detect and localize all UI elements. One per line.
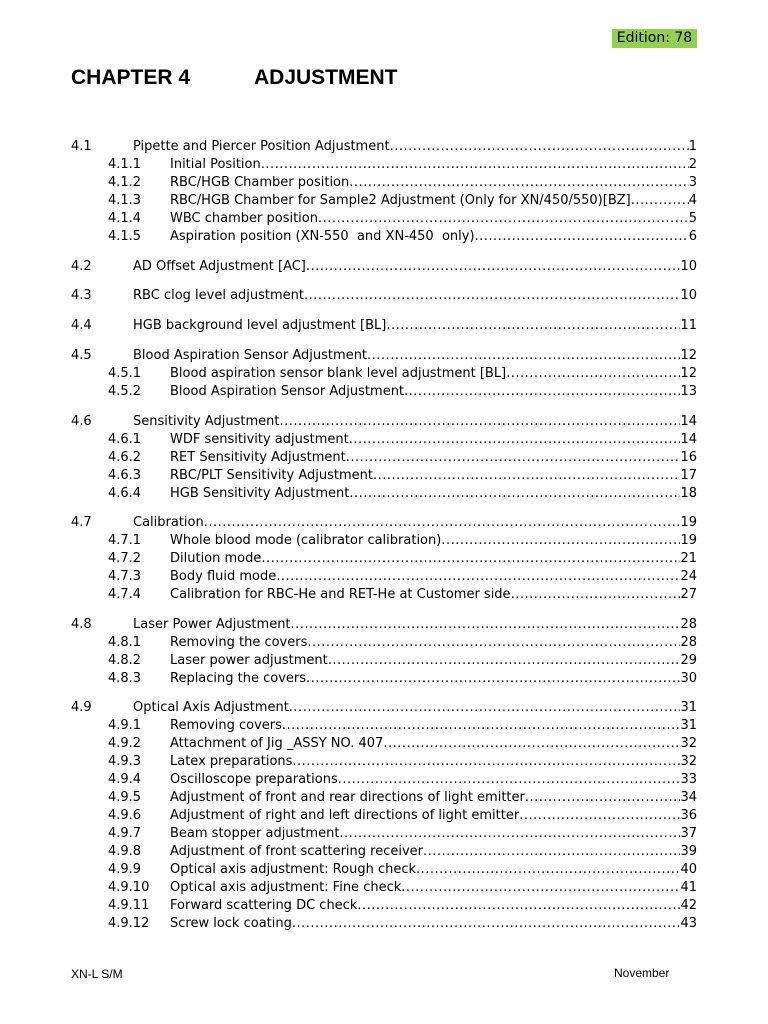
toc-entry[interactable] [108,449,697,467]
toc-dot-leader [367,347,680,365]
toc-entry-title: Adjustment of front and rear directions of light emitter [170,790,525,805]
toc-entry-number: 4.7.3 [108,569,142,584]
toc-entry-page: 43 [680,916,697,931]
toc-entry-page: 12 [680,366,697,381]
toc-entry-page: 5 [688,211,697,226]
toc-dot-leader [346,449,681,467]
toc-entry[interactable] [108,485,697,503]
toc-entry-page: 33 [680,772,697,787]
toc-entry-title: Dilution mode [170,551,262,566]
toc-entry[interactable] [71,347,697,365]
toc-entry-title: Optical axis adjustment: Fine check [170,880,402,895]
toc-entry-page: 14 [680,414,697,429]
toc-entry[interactable] [108,156,697,174]
toc-entry-title: RBC/HGB Chamber for Sample2 Adjustment (Only for XN/450/550)[BZ] [170,193,631,208]
toc-entry-number: 4.9.6 [108,808,142,823]
toc-entry[interactable] [108,228,697,246]
toc-dot-leader [404,383,680,401]
toc-entry-page: 14 [680,432,697,447]
toc-entry-page: 6 [688,229,697,244]
toc-entry-page: 32 [680,754,697,769]
toc-entry-number: 4.7 [71,515,92,530]
toc-entry-page: 36 [680,808,697,823]
toc-entry-page: 4 [688,193,697,208]
toc-dot-leader [291,616,681,634]
toc-entry-number: 4.2 [71,259,92,274]
toc-entry[interactable] [108,431,697,449]
toc-entry-page: 1 [688,139,697,154]
toc-entry[interactable] [108,210,697,228]
toc-dot-leader [307,634,680,652]
toc-entry[interactable] [108,897,697,915]
toc-entry-number: 4.9.2 [108,736,142,751]
toc-entry[interactable] [108,174,697,192]
toc-entry-number: 4.5.2 [108,384,142,399]
footer-manual-name: XN-L S/M [71,967,123,981]
chapter-number: CHAPTER 4 [71,66,191,89]
toc-entry-number: 4.9.7 [108,826,142,841]
toc-entry-number: 4.8.1 [108,635,142,650]
toc-entry-number: 4.9.1 [108,718,142,733]
toc-entry[interactable] [108,807,697,825]
toc-entry[interactable] [108,532,697,550]
toc-dot-leader [304,287,680,305]
toc-entry[interactable] [108,915,697,933]
toc-entry-title: Removing covers [170,718,282,733]
toc-entry-page: 10 [680,288,697,303]
toc-entry-title: Latex preparations [170,754,293,769]
toc-entry-page: 30 [680,671,697,686]
toc-entry-title: AD Offset Adjustment [AC] [133,259,306,274]
toc-entry-page: 28 [680,617,697,632]
toc-entry-number: 4.6.3 [108,468,142,483]
toc-entry-page: 42 [680,898,697,913]
toc-dot-leader [511,586,681,604]
toc-entry-number: 4.9.3 [108,754,142,769]
toc-entry[interactable] [108,771,697,789]
toc-entry-number: 4.8.3 [108,671,142,686]
toc-entry[interactable] [108,550,697,568]
toc-entry[interactable] [71,317,697,335]
toc-entry[interactable] [108,789,697,807]
toc-dot-leader [349,174,688,192]
toc-entry-page: 13 [680,384,697,399]
toc-entry[interactable] [108,634,697,652]
toc-entry-title: Adjustment of front scattering receiver [170,844,423,859]
toc-entry-page: 21 [680,551,697,566]
toc-entry-title: Forward scattering DC check [170,898,358,913]
toc-entry-title: Blood Aspiration Sensor Adjustment [170,384,405,399]
toc-entry-number: 4.6.2 [108,450,142,465]
toc-entry[interactable] [108,467,697,485]
toc-dot-leader [357,897,680,915]
toc-entry[interactable] [71,287,697,305]
toc-entry[interactable] [108,753,697,771]
toc-entry-title: Laser power adjustment [170,653,328,668]
toc-dot-leader [339,825,680,843]
toc-entry-title: Body fluid mode [170,569,277,584]
toc-dot-leader [328,652,681,670]
toc-entry[interactable] [108,879,697,897]
toc-entry[interactable] [108,652,697,670]
toc-entry-page: 18 [680,486,697,501]
toc-dot-leader [338,771,681,789]
toc-dot-leader [373,467,680,485]
toc-entry-number: 4.6.4 [108,486,142,501]
toc-entry[interactable] [71,616,697,634]
toc-entry-page: 31 [680,700,697,715]
toc-entry-title: Calibration [133,515,204,530]
toc-entry-page: 10 [680,259,697,274]
toc-entry-title: Whole blood mode (calibrator calibration) [170,533,442,548]
toc-entry-page: 11 [680,318,697,333]
toc-dot-leader [475,228,689,246]
toc-dot-leader [525,789,681,807]
toc-dot-leader [631,192,689,210]
toc-entry-number: 4.9.8 [108,844,142,859]
toc-entry[interactable] [71,699,697,717]
toc-entry-page: 32 [680,736,697,751]
toc-entry-number: 4.1.3 [108,193,142,208]
toc-dot-leader [416,861,680,879]
toc-entry[interactable] [108,670,697,688]
toc-entry[interactable] [108,861,697,879]
toc-dot-leader [401,879,680,897]
toc-dot-leader [318,210,689,228]
toc-entry-number: 4.9.5 [108,790,142,805]
toc-entry-number: 4.1.2 [108,175,142,190]
toc-dot-leader [386,317,680,335]
toc-entry[interactable] [108,586,697,604]
toc-entry-page: 41 [680,880,697,895]
toc-dot-leader [506,365,680,383]
toc-entry-page: 12 [680,348,697,363]
toc-entry-title: Adjustment of right and left directions of light emitter [170,808,520,823]
toc-entry-number: 4.9.9 [108,862,142,877]
toc-entry[interactable] [108,383,697,401]
toc-entry-title: WDF sensitivity adjustment [170,432,349,447]
toc-entry-page: 16 [680,450,697,465]
toc-entry-number: 4.8 [71,617,92,632]
footer-date: November [614,966,670,980]
toc-entry-page: 31 [680,718,697,733]
toc-dot-leader [441,532,680,550]
toc-entry[interactable] [108,825,697,843]
toc-entry-number: 4.1 [71,139,92,154]
toc-entry-page: 29 [680,653,697,668]
toc-dot-leader [282,717,681,735]
toc-entry-page: 2 [688,157,697,172]
toc-entry-title: RET Sensitivity Adjustment [170,450,346,465]
toc-entry-title: Blood Aspiration Sensor Adjustment [133,348,368,363]
toc-entry-number: 4.8.2 [108,653,142,668]
chapter-title: ADJUSTMENT [254,66,398,89]
toc-entry-title: HGB Sensitivity Adjustment [170,486,350,501]
toc-entry-page: 37 [680,826,697,841]
toc-dot-leader [276,568,680,586]
toc-entry-title: Removing the covers [170,635,308,650]
toc-dot-leader [390,138,689,156]
toc-entry-title: Initial Position [170,157,261,172]
toc-entry-number: 4.5.1 [108,366,142,381]
toc-dot-leader [204,514,681,532]
toc-entry[interactable] [108,365,697,383]
toc-dot-leader [383,735,680,753]
toc-entry-title: Beam stopper adjustment [170,826,340,841]
toc-entry[interactable] [71,514,697,532]
toc-dot-leader [261,550,680,568]
toc-entry[interactable] [71,413,697,431]
toc-entry-title: HGB background level adjustment [BL] [133,318,387,333]
toc-dot-leader [261,156,689,174]
toc-dot-leader [349,485,680,503]
toc-entry[interactable] [71,258,697,276]
toc-entry[interactable] [71,138,697,156]
toc-entry-number: 4.7.2 [108,551,142,566]
toc-dot-leader [289,699,681,717]
toc-entry-page: 3 [688,175,697,190]
toc-entry-page: 19 [680,515,697,530]
toc-entry-number: 4.9.12 [108,916,150,931]
toc-entry-page: 40 [680,862,697,877]
toc-entry-title: Pipette and Piercer Position Adjustment [133,139,390,154]
toc-entry-number: 4.9 [71,700,92,715]
toc-entry-number: 4.7.1 [108,533,142,548]
toc-entry-title: Blood aspiration sensor blank level adjustment [BL] [170,366,507,381]
toc-entry-number: 4.7.4 [108,587,142,602]
toc-dot-leader [292,915,681,933]
toc-entry-page: 19 [680,533,697,548]
toc-entry-number: 4.9.10 [108,880,150,895]
toc-dot-leader [306,258,681,276]
toc-entry-number: 4.1.4 [108,211,142,226]
toc-entry[interactable] [108,568,697,586]
toc-entry-title: Optical axis adjustment: Rough check [170,862,417,877]
toc-entry-number: 4.9.11 [108,898,150,913]
toc-entry-title: RBC/PLT Sensitivity Adjustment [170,468,373,483]
toc-entry[interactable] [108,717,697,735]
toc-entry-title: Laser Power Adjustment [133,617,291,632]
toc-entry-number: 4.4 [71,318,92,333]
toc-entry[interactable] [108,735,697,753]
toc-entry-number: 4.9.4 [108,772,142,787]
toc-entry-number: 4.6 [71,414,92,429]
toc-entry-title: Screw lock coating [170,916,292,931]
toc-entry-title: Oscilloscope preparations [170,772,338,787]
toc-entry-page: 17 [680,468,697,483]
toc-entry-number: 4.5 [71,348,92,363]
toc-entry-number: 4.1.5 [108,229,142,244]
toc-dot-leader [306,670,680,688]
toc-entry-page: 34 [680,790,697,805]
toc-entry-title: Attachment of Jig _ASSY NO. 407 [170,736,384,751]
toc-entry-title: RBC/HGB Chamber position [170,175,350,190]
toc-entry-title: Sensitivity Adjustment [133,414,280,429]
toc-entry-page: 28 [680,635,697,650]
toc-entry-number: 4.3 [71,288,92,303]
toc-entry-page: 27 [680,587,697,602]
toc-entry[interactable] [108,843,697,861]
toc-dot-leader [279,413,680,431]
toc-entry-title: RBC clog level adjustment [133,288,305,303]
toc-entry-title: Calibration for RBC-He and RET-He at Customer side [170,587,511,602]
toc-entry-page: 24 [680,569,697,584]
toc-entry-title: Optical Axis Adjustment [133,700,289,715]
toc-entry-title: Replacing the covers [170,671,307,686]
toc-entry-title: Aspiration position (XN-550 and XN-450 only) [170,229,475,244]
toc-entry-title: WBC chamber position [170,211,318,226]
toc-dot-leader [349,431,681,449]
edition-label: Edition: 78 [612,29,697,48]
toc-dot-leader [292,753,680,771]
toc-entry-number: 4.6.1 [108,432,142,447]
toc-dot-leader [423,843,680,861]
toc-dot-leader [519,807,680,825]
toc-entry-page: 39 [680,844,697,859]
toc-entry-number: 4.1.1 [108,157,142,172]
toc-entry[interactable] [108,192,697,210]
